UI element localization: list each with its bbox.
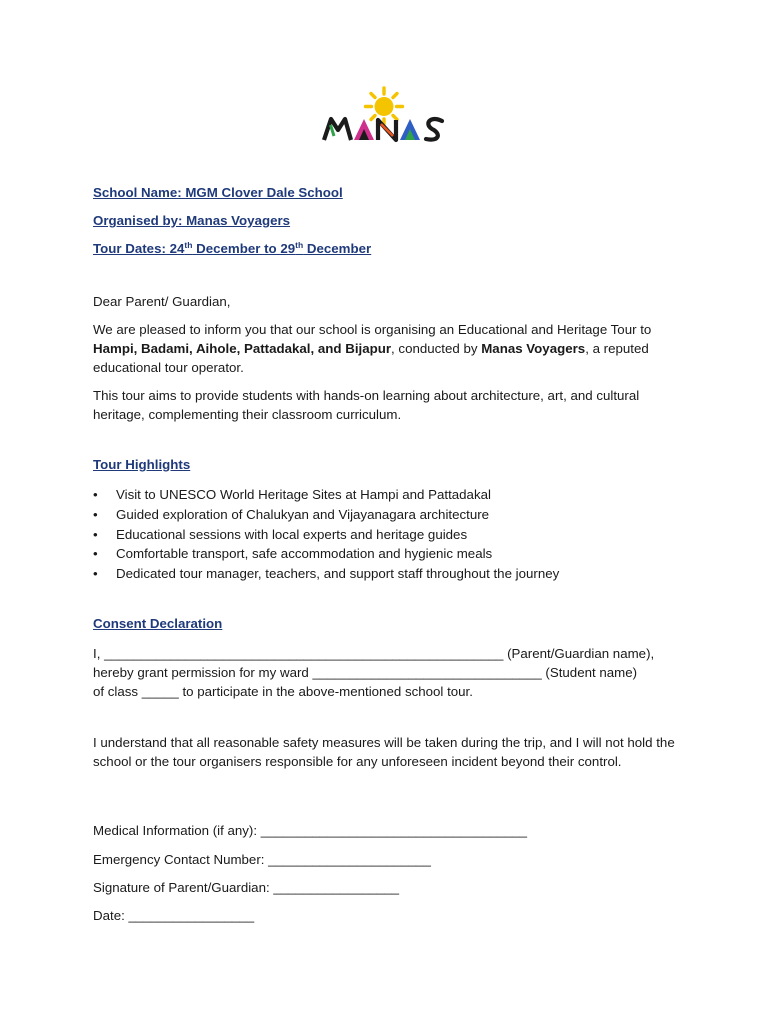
- greeting: Dear Parent/ Guardian,: [93, 294, 231, 309]
- manas-logo: [320, 84, 448, 146]
- tour-places: Hampi, Badami, Aihole, Pattadakal, and Bijapur: [93, 341, 392, 357]
- consent-line-ward: hereby grant permission for my ward _______________________________ (Student name): [93, 665, 638, 680]
- logo-letter-a: [354, 119, 374, 140]
- signature-field: Signature of Parent/Guardian: _________________: [93, 880, 400, 895]
- date-field: Date: _________________: [93, 908, 255, 923]
- list-item: • Visit to UNESCO World Heritage Sites at Hampi and Pattadakal: [93, 485, 683, 505]
- school-name: School Name: MGM Clover Dale School: [93, 185, 343, 200]
- tour-dates: Tour Dates: 24th December to 29th December: [93, 240, 372, 256]
- highlights-list: [93, 485, 683, 584]
- aim-paragraph: This tour aims to provide students with hands-on learning about architecture, art, and cultural heritage, complementing their classroom curriculum.: [93, 388, 640, 423]
- list-item: • Guided exploration of Chalukyan and Vijayanagara architecture: [93, 505, 683, 525]
- consent-line-parent: I, ______________________________________________________ (Parent/Guardian name),: [93, 646, 655, 661]
- consent-heading: Consent Declaration: [93, 616, 223, 631]
- logo-letter-a-2: [400, 119, 420, 140]
- logo-letter-n: [378, 120, 396, 140]
- emergency-contact-field: Emergency Contact Number: ______________________: [93, 852, 431, 867]
- consent-line-class: of class _____ to participate in the above-mentioned school tour.: [93, 684, 473, 699]
- highlights-heading: Tour Highlights: [93, 457, 191, 472]
- liability-paragraph: I understand that all reasonable safety measures will be taken during the trip, and I will not hold the school or the tour organisers responsible for any unforeseen incident beyond their control.: [93, 735, 675, 770]
- bullet-icon: •: [93, 526, 98, 542]
- medical-info-field: Medical Information (if any): ____________________________________: [93, 823, 527, 838]
- organised-by: Organised by: Manas Voyagers: [93, 213, 291, 228]
- list-item: • Comfortable transport, safe accommodation and hygienic meals: [93, 544, 683, 564]
- logo-letter-s: [426, 119, 442, 140]
- bullet-icon: •: [93, 487, 98, 502]
- intro-paragraph: We are pleased to inform you that our school is organising an Educational and Heritage Tour to Hampi, Badami, Aihole, Pattadakal, and Bijapur, conducted by Manas Voyagers, a reputed educational tour operator.: [93, 322, 652, 376]
- tour-operator: Manas Voyagers: [481, 341, 586, 357]
- list-item: • Educational sessions with local experts and heritage guides: [93, 525, 683, 545]
- bullet-icon: •: [93, 546, 98, 562]
- logo-letter-m: [324, 119, 351, 140]
- bullet-icon: •: [93, 506, 98, 522]
- list-item: • Dedicated tour manager, teachers, and support staff throughout the journey: [93, 564, 683, 584]
- bullet-icon: •: [93, 566, 98, 582]
- sun-icon: [366, 88, 403, 125]
